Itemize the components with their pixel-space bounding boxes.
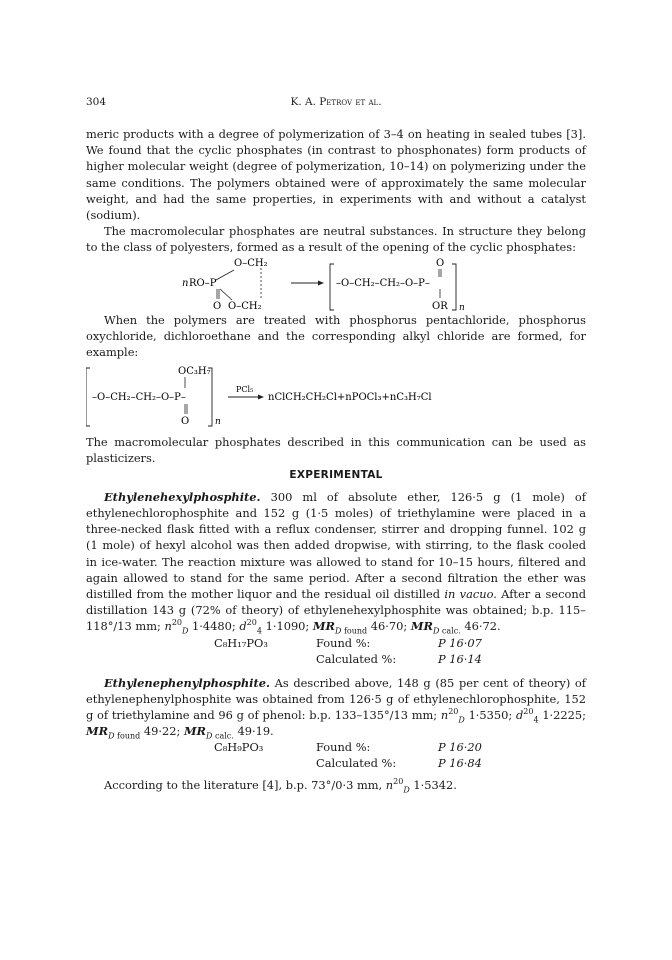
running-title: K. A. Petrov et al. — [290, 96, 382, 108]
eq1-n: n — [182, 277, 189, 289]
mr-calc-symbol: MR — [410, 619, 433, 634]
section-title: EXPERIMENTAL — [289, 468, 383, 481]
eq1-o: O — [213, 300, 222, 312]
found-label: Found %: — [316, 740, 371, 755]
mr-found-symbol: MR — [312, 619, 335, 634]
calculated-label: Calculated %: — [316, 756, 397, 771]
formula: C₈H₁₇PO₃ — [214, 635, 268, 650]
eq2-bottom: O — [181, 416, 190, 428]
mr-found-value: 49·22; — [143, 724, 181, 739]
analysis-block — [86, 739, 586, 771]
mr-found-value: 46·70; — [370, 619, 408, 634]
compound-title: Ethylenephenylphosphite. — [104, 675, 270, 690]
paragraph: The macromolecular phosphates described in this communication can be used as plasticizers. — [86, 435, 586, 466]
eq2-products: nClCH₂CH₂Cl+nPOCl₃+nC₃H₇Cl — [268, 392, 432, 404]
ring-top: O–CH₂ — [234, 257, 268, 269]
refractive-index-value: 1·4480; — [192, 619, 236, 634]
found-value: P 16·07 — [438, 635, 482, 650]
calculated-value: P 16·14 — [438, 651, 482, 666]
experiment-text: 300 ml of absolute ether, 126·5 g (1 mole) of ethylenechlorophosphite and 152 g (1·5 moles) of triethylamine were placed in a three-necked flask fitted with a reflux condenser, stirrer and dropping funnel. 102 g (1 mole) of hexyl alcohol was then added dropwise, with stirring, to the flask cooled in ice-water. The reaction mixture was allowed to stand for 10–15 hours, filtered and again allowed to stand for the same period. After a second filtration the ether was distilled from the mother liquor and the residual oil distilled — [86, 489, 586, 602]
experiment-text: As described above, 148 g (85 per cent of theory) of ethylenephenylphosphite was obtained from 126·5 g of ethylenechlorophosphite, 152 g of triethylamine and 96 g of phenol: b.p. 133–135°/13 mm; — [86, 675, 587, 723]
literature-line: According to the literature [4], b.p. 73°/0·3 mm, $n^{20}_D$ 1·5342. — [104, 777, 457, 795]
density-value: 1·1090; — [265, 619, 310, 634]
found-value: P 16·20 — [438, 740, 482, 755]
equation-pcl5-graphic — [86, 360, 586, 430]
density-value: 1·2225; — [542, 708, 587, 723]
calculated-label: Calculated %: — [316, 651, 397, 666]
eq1-chain: –O–CH₂–CH₂–O–P– — [336, 277, 430, 289]
paragraph: When the polymers are treated with phosphorus pentachloride, phosphorus oxychloride, dichloroethane and the corresponding alkyl chloride are formed, for example: — [86, 312, 586, 360]
experiment-paragraph: Ethylenephenylphosphite. As described above, 148 g (85 per cent of theory) of ethylenephenylphosphite was obtained from 126·5 g of ethylenechlorophosphite, 152 g of triethylamine and 96 g of phenol: b.p. 133–135°/13 mm; $n^{20}_D$ 1·5350; $d^{20}_4$ 1·2225; $MR_{D found}$ 49·22; $MR_{D calc.}$ 49·19. — [86, 675, 587, 741]
eq1-ro-p: RO–P — [189, 277, 217, 289]
equation-ring-opening-graphic — [86, 256, 586, 312]
experiment-text-2: After a second distillation 143 g (72% of theory) of ethylenehexylphosphite was obtained; b.p. 115–118°/13 mm; — [86, 587, 586, 634]
eq2-reagent: PCl₅ — [236, 385, 254, 395]
eq1-or: OR — [432, 300, 448, 312]
refractive-index-value: 1·5350; — [468, 708, 513, 723]
eq2-top: OC₃H₇ — [178, 366, 211, 378]
eq2-chain: –O–CH₂–CH₂–O–P– — [92, 392, 186, 404]
page-number: 304 — [86, 96, 107, 108]
compound-title: Ethylenehexylphosphite. — [104, 489, 261, 504]
eq1-o-top: O — [436, 257, 445, 269]
ring-bottom: O–CH₂ — [228, 300, 262, 312]
experiment-paragraph: Ethylenehexylphosphite. 300 ml of absolute ether, 126·5 g (1 mole) of ethylenechlorophosphite and 152 g (1·5 moles) of triethylamine were placed in a three-necked flask fitted with a reflux condenser, stirrer and dropping funnel. 102 g (1 mole) of hexyl alcohol was then added dropwise, with stirring, to the flask cooled in ice-water. The reaction mixture was allowed to stand for 10–15 hours, filtered and again allowed to stand for the same period. After a second filtration the ether was distilled from the mother liquor and the residual oil distilled in vacuo. After a second distillation 143 g (72% of theory) of ethylenehexylphosphite was obtained; b.p. 115–118°/13 mm; $n^{20}_D$ 1·4480; $d^{20}_4$ 1·1090; $MR_{D found}$ 46·70; $MR_{D calc.}$ 46·72. — [86, 489, 586, 636]
paragraph: meric products with a degree of polymerization of 3–4 on heating in sealed tubes [3]. We found that the cyclic phosphates (in contrast to phosphonates) form products of higher molecular weight (degree of polymerization, 10–14) on polymerizing under the same conditions. The polymers obtained were of approximately the same molecular weight, and had the same properties, in experiments with and without a catalyst (sodium). — [86, 127, 586, 223]
article-body — [86, 126, 586, 794]
mr-calc-value: 46·72. — [464, 619, 501, 634]
equation-ring-opening — [86, 256, 586, 312]
mr-calc-value: 49·19. — [237, 724, 274, 739]
paragraph: The macromolecular phosphates are neutral substances. In structure they belong to the class of polyesters, formed as a result of the opening of the cyclic phosphates: — [86, 224, 586, 255]
literature-text: According to the literature [4], b.p. 73°/0·3 mm, — [104, 778, 383, 793]
formula: C₈H₉PO₃ — [214, 740, 264, 755]
equation-pcl5 — [86, 360, 586, 430]
analysis-block — [86, 635, 586, 667]
eq2-subscript-n: n — [215, 417, 221, 428]
density-symbol: d — [239, 619, 247, 634]
eq1-subscript-n: n — [459, 302, 465, 312]
in-vacuo: in vacuo. — [444, 587, 497, 602]
refractive-index-symbol: n — [164, 619, 172, 634]
found-label: Found %: — [316, 635, 371, 650]
running-header — [86, 96, 586, 112]
calculated-value: P 16·84 — [438, 756, 482, 771]
literature-nd-value: 1·5342. — [413, 778, 457, 793]
